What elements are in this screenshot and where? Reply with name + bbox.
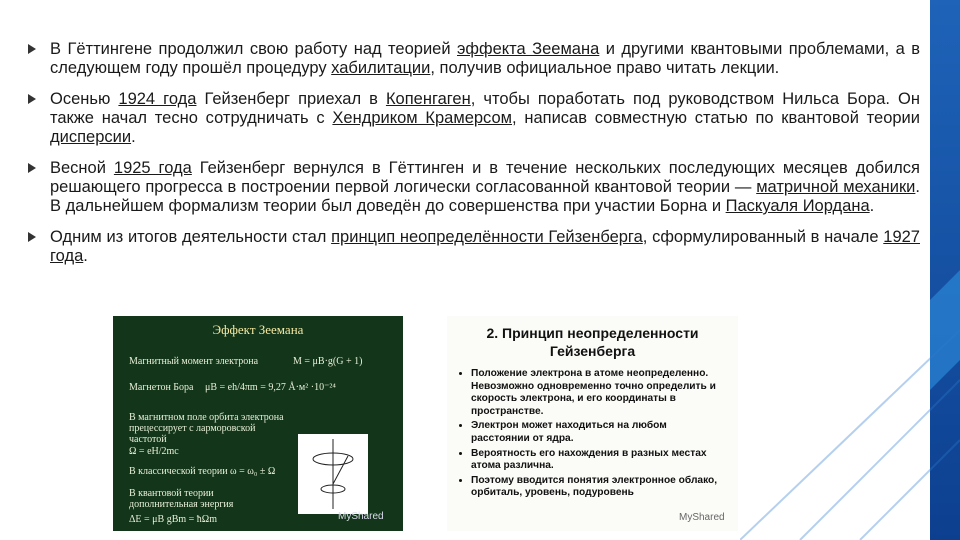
uncertainty-principle-image [447, 316, 738, 531]
principle-item: • Вероятность его нахождения в разных местах атома различна. [471, 448, 728, 473]
hyperlink[interactable]: 1924 года [118, 90, 197, 108]
zeeman-row-5: В квантовой теории дополнительная энергия [129, 488, 234, 510]
principle-title-line-2: Гейзенберга [549, 343, 636, 359]
bullet-arrow-icon [28, 163, 36, 173]
zeeman-row-5-formula: ΔE = μB gBm = ħΩm [129, 514, 218, 525]
bullet-list [28, 40, 920, 278]
bullet-text: и другими квантовыми проблемами, а в следующем году прошёл процедуру [50, 40, 920, 77]
bullet-text: . [83, 247, 88, 265]
bullet-item [28, 90, 920, 147]
bullet-item [28, 40, 920, 78]
bullet-text: . [131, 128, 136, 146]
bullet-text: , сформулированный в начале [642, 228, 884, 246]
bullet-text: , написав совместную статью по квантовой теории [512, 109, 920, 127]
hyperlink[interactable]: 1927 года [50, 228, 920, 265]
bullet-text: , получив официальное право читать лекции. [430, 59, 780, 77]
precession-diagram [298, 434, 368, 514]
bullet-item [28, 228, 920, 266]
watermark-text: MyShared [679, 512, 725, 523]
bullet-text: . В дальнейшем формализм теории был доведён до совершенства при участии Борна и [50, 178, 920, 215]
principle-item: • Положение электрона в атоме неопределенно. Невозможно одновременно точно определить и скорость электрона, и его координаты в пространстве. [471, 368, 728, 418]
principle-item: • Электрон может находиться на любом расстоянии от ядра. [471, 420, 728, 445]
bullet-text: Весной [50, 159, 114, 177]
hyperlink[interactable]: 1925 года [113, 159, 192, 177]
watermark-text: MyShared [338, 511, 384, 522]
bullet-arrow-icon [28, 44, 36, 54]
hyperlink[interactable]: Хендриком Крамерсом [332, 109, 513, 127]
bullet-text: В Гёттингене продолжил свою работу над теорией [50, 40, 458, 58]
zeeman-row-3-formula: Ω = eH/2mc [129, 446, 179, 457]
hyperlink[interactable]: эффекта Зеемана [457, 40, 600, 58]
hyperlink[interactable]: хабилитации [331, 59, 431, 77]
principle-item: • Поэтому вводится понятия электронное облако, орбиталь, уровень, подуровень [471, 475, 728, 500]
hyperlink[interactable]: дисперсии [50, 128, 132, 146]
zeeman-row-3: В магнитном поле орбита электрона прецессирует с ларморовской частотой [129, 412, 284, 445]
bullet-text: , чтобы поработать под руководством Нильса Бора. Он также начал тесно сотрудничать с [50, 90, 920, 127]
bullet-text: Гейзенберг приехал в [196, 90, 386, 108]
hyperlink[interactable]: Паскуаля Иордана [725, 197, 870, 215]
zeeman-row-2-formula: μB = eh/4πm = 9,27 Å·м² ·10⁻²⁴ [205, 382, 336, 393]
bullet-item [28, 159, 920, 216]
bullet-text: Осенью [50, 90, 119, 108]
bullet-text: . [869, 197, 875, 215]
hyperlink[interactable]: Копенгаген [385, 90, 471, 108]
bullet-arrow-icon [28, 94, 36, 104]
bullet-text: Одним из итогов деятельности стал [50, 228, 332, 246]
zeeman-effect-image [113, 316, 403, 531]
principle-list [447, 368, 738, 500]
zeeman-row-2: Магнетон Бора [129, 382, 194, 393]
bullet-arrow-icon [28, 232, 36, 242]
hyperlink[interactable]: матричной механики [756, 178, 916, 196]
zeeman-row-1: Магнитный момент электрона [129, 356, 259, 367]
zeeman-title: Эффект Зеемана [212, 322, 304, 337]
principle-title-line-1: 2. Принцип неопределенности [486, 325, 699, 341]
bullet-text: Гейзенберг вернулся в Гёттинген и в течение нескольких последующих месяцев добился решающего прогресса в построении первой логически согласованной квантовой теории — [50, 159, 920, 196]
hyperlink[interactable]: принцип неопределённости Гейзенберга [331, 228, 643, 246]
zeeman-row-1-formula: M = μB·g(G + 1) [293, 356, 363, 367]
zeeman-row-4: В классической теории ω = ω₀ ± Ω [129, 466, 276, 477]
